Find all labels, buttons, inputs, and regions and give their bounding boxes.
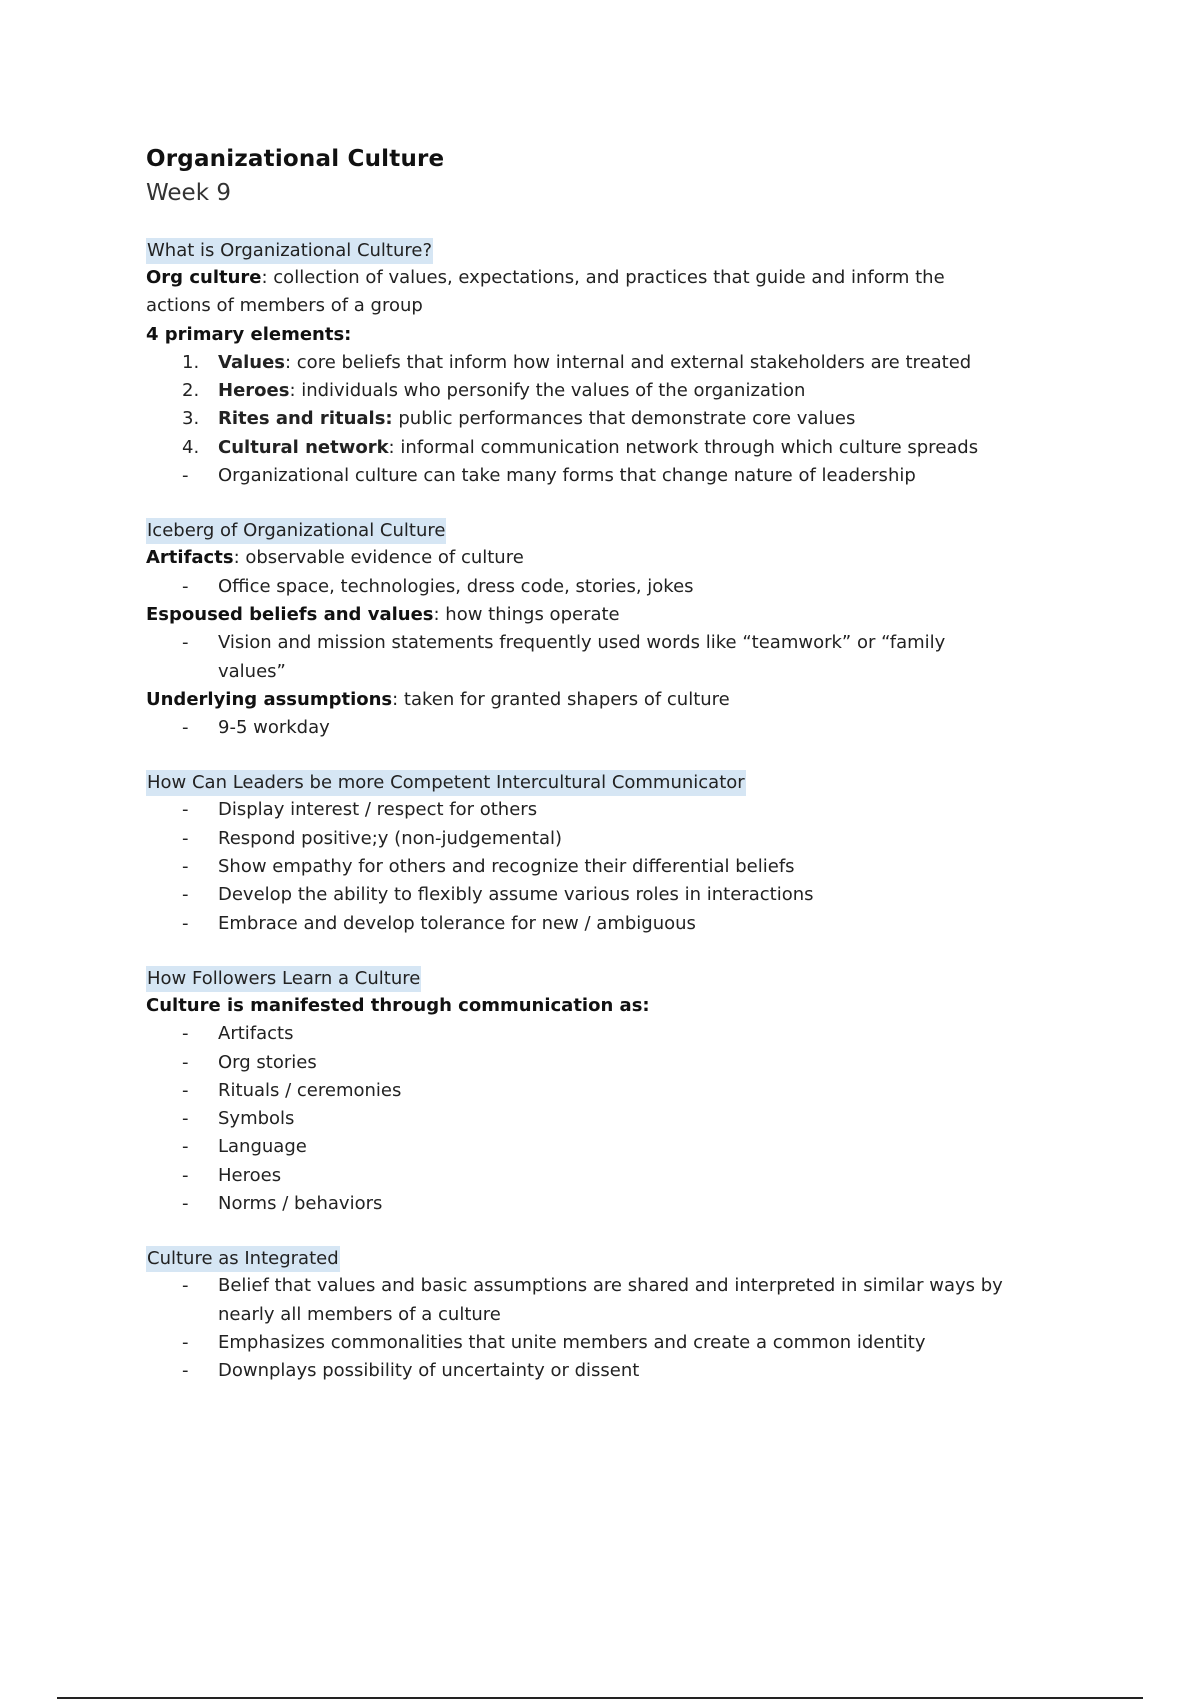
section-heading: How Can Leaders be more Competent Intercultural Communicator — [146, 770, 746, 796]
list-item-cont — [146, 1301, 1096, 1329]
list-item — [146, 573, 1096, 601]
list-item-text: Org stories — [218, 1051, 317, 1073]
list-item — [146, 1105, 1096, 1133]
list-item — [146, 629, 1096, 657]
section-leaders — [146, 770, 1096, 937]
section-heading: What is Organizational Culture? — [146, 238, 433, 264]
followers-list — [146, 1020, 1096, 1218]
dash-marker: - — [182, 1108, 189, 1130]
dash-marker: - — [182, 575, 189, 597]
list-number: 1. — [182, 351, 200, 373]
list-item — [146, 1049, 1096, 1077]
underlying-line — [146, 686, 1096, 714]
espoused-term: Espoused beliefs and values — [146, 603, 434, 625]
dash-marker: - — [182, 1275, 189, 1297]
list-number: 3. — [182, 408, 200, 430]
list-item — [146, 1162, 1096, 1190]
list-item — [146, 796, 1096, 824]
list-item-text: Symbols — [218, 1108, 295, 1130]
elements-list — [146, 349, 1096, 490]
list-item-text: Show empathy for others and recognize their differential beliefs — [218, 856, 795, 878]
element-term: Values — [218, 351, 285, 373]
leaders-list — [146, 796, 1096, 937]
dash-marker: - — [182, 632, 189, 654]
list-item — [146, 405, 1096, 433]
list-item — [146, 1077, 1096, 1105]
list-item-text: Respond positive;y (non-judgemental) — [218, 827, 562, 849]
section-heading: Iceberg of Organizational Culture — [146, 518, 446, 544]
list-item — [146, 881, 1096, 909]
list-item — [146, 714, 1096, 742]
list-item — [146, 825, 1096, 853]
list-item-text: Office space, technologies, dress code, stories, jokes — [218, 575, 694, 597]
espoused-list — [146, 629, 1096, 686]
elements-label-line — [146, 321, 1096, 349]
list-item-text: Rituals / ceremonies — [218, 1079, 402, 1101]
definition-term: Org culture — [146, 267, 262, 288]
list-item — [146, 1272, 1096, 1300]
espoused-text: : how things operate — [433, 603, 620, 625]
note-text: Organizational culture can take many forms that change nature of leadership — [218, 465, 916, 487]
dash-marker: - — [182, 1360, 189, 1382]
dash-marker: - — [182, 1193, 189, 1215]
dash-marker: - — [182, 1136, 189, 1158]
list-item-text: Norms / behaviors — [218, 1193, 383, 1215]
element-text: public performances that demonstrate core values — [392, 408, 856, 430]
section-followers — [146, 966, 1096, 1218]
list-item — [146, 853, 1096, 881]
dash-marker: - — [182, 856, 189, 878]
dash-marker: - — [182, 1164, 189, 1186]
dash-marker: - — [182, 799, 189, 821]
list-item-text: Language — [218, 1136, 307, 1158]
list-item-cont — [146, 658, 1096, 686]
list-item — [146, 1329, 1096, 1357]
underlying-text: : taken for granted shapers of culture — [392, 688, 730, 710]
list-number: 2. — [182, 380, 200, 402]
list-item-text: 9-5 workday — [218, 717, 330, 739]
dash-marker: - — [182, 884, 189, 906]
footer-rule — [57, 1697, 1143, 1699]
list-item — [146, 1133, 1096, 1161]
element-text: : core beliefs that inform how internal and external stakeholders are treated — [285, 351, 972, 373]
dash-marker: - — [182, 1051, 189, 1073]
dash-marker: - — [182, 827, 189, 849]
artifacts-line — [146, 544, 1096, 572]
document-page — [146, 142, 1096, 1414]
element-term: Cultural network — [218, 436, 389, 458]
definition-line — [146, 264, 1096, 292]
dash-marker: - — [182, 717, 189, 739]
underlying-term: Underlying assumptions — [146, 688, 393, 710]
definition-text: : collection of values, expectations, and practices that guide and inform the — [261, 267, 945, 288]
list-item-text: Heroes — [218, 1164, 282, 1186]
elements-label: 4 primary elements: — [146, 323, 352, 345]
definition-line-cont: actions of members of a group — [146, 295, 423, 317]
underlying-list — [146, 714, 1096, 742]
list-item — [146, 1020, 1096, 1048]
artifacts-list — [146, 573, 1096, 601]
dash-marker: - — [182, 1331, 189, 1353]
dash-marker: - — [182, 1079, 189, 1101]
list-item-text: Develop the ability to flexibly assume various roles in interactions — [218, 884, 814, 906]
list-item-text: Display interest / respect for others — [218, 799, 538, 821]
list-item — [146, 1190, 1096, 1218]
dash-marker: - — [182, 1023, 189, 1045]
list-number: 4. — [182, 436, 200, 458]
integrated-list — [146, 1272, 1096, 1385]
list-item-text: Artifacts — [218, 1023, 294, 1045]
element-text: : individuals who personify the values of the organization — [289, 380, 806, 402]
dash-marker: - — [182, 465, 189, 487]
document-title: Organizational Culture — [146, 146, 445, 172]
followers-label: Culture is manifested through communication as: — [146, 994, 650, 1016]
list-item-text: Vision and mission statements frequently used words like “teamwork” or “family — [218, 632, 946, 654]
section-what-is-org-culture — [146, 238, 1096, 490]
list-item-text: Downplays possibility of uncertainty or dissent — [218, 1360, 640, 1382]
list-item — [146, 462, 1096, 490]
artifacts-text: : observable evidence of culture — [233, 547, 524, 569]
section-heading: How Followers Learn a Culture — [146, 966, 421, 992]
artifacts-term: Artifacts — [146, 547, 234, 569]
followers-label-line — [146, 992, 1096, 1020]
list-item — [146, 434, 1096, 462]
element-term: Heroes — [218, 380, 290, 402]
section-heading: Culture as Integrated — [146, 1246, 340, 1272]
list-item-text-cont: nearly all members of a culture — [218, 1303, 501, 1325]
list-item-text: Belief that values and basic assumptions are shared and interpreted in similar ways by — [218, 1275, 1003, 1297]
list-item-text: Emphasizes commonalities that unite members and create a common identity — [218, 1331, 926, 1353]
list-item — [146, 349, 1096, 377]
list-item — [146, 1357, 1096, 1385]
dash-marker: - — [182, 912, 189, 934]
section-iceberg — [146, 518, 1096, 742]
element-text: : informal communication network through which culture spreads — [388, 436, 979, 458]
element-term: Rites and rituals: — [218, 408, 393, 430]
section-integrated — [146, 1246, 1096, 1385]
list-item-text: Embrace and develop tolerance for new / ambiguous — [218, 912, 696, 934]
list-item — [146, 377, 1096, 405]
list-item-text-cont: values” — [218, 660, 286, 682]
list-item — [146, 910, 1096, 938]
document-subtitle: Week 9 — [146, 180, 231, 206]
espoused-line — [146, 601, 1096, 629]
